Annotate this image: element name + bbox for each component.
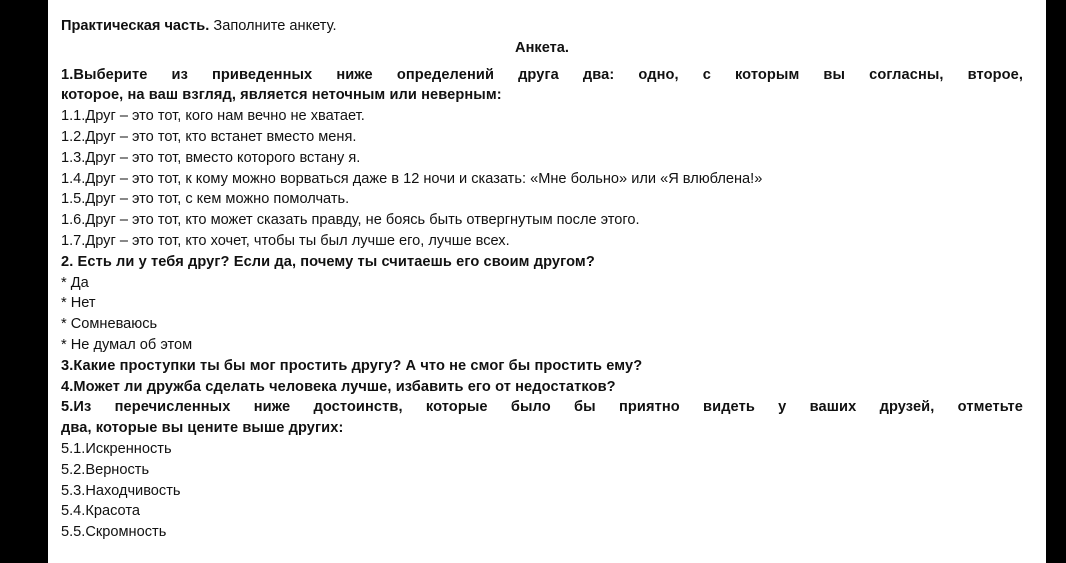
list-item: 1.5.Друг – это тот, с кем можно помолчать. [61,191,350,208]
question-5-text-line-1: 5.Из перечисленных ниже достоинств, которые было бы приятно видеть у ваших друзей, отметьте [61,399,1023,416]
question-5-items [61,439,1023,543]
list-item: 5.1.Искренность [61,440,172,457]
section-header-rest: Заполните анкету. [209,18,337,34]
list-item: 1.1.Друг – это тот, кого нам вечно не хватает. [61,108,365,125]
list-item: * Сомневаюсь [61,316,158,333]
section-header-bold: Практическая часть. [61,18,210,34]
question-1-text-line-2: которое, на ваш взгляд, является неточным или неверным: [61,87,502,104]
question-5 [61,397,1023,543]
list-item: * Не думал об этом [61,336,193,353]
list-item: * Да [61,274,89,291]
question-2 [61,252,1023,356]
question-1-items [61,106,1023,252]
list-item: 5.3.Находчивость [61,482,181,499]
list-item: 1.4.Друг – это тот, к кому можно ворваться даже в 12 ночи и сказать: «Мне больно» или «Я влюблена!» [61,170,763,187]
document-page [48,0,1046,563]
questionnaire-title: Анкета. [515,39,569,56]
list-item: 5.5.Скромность [61,524,167,541]
question-3-text: 3.Какие проступки ты бы мог простить другу? А что не смог бы простить ему? [61,357,643,374]
list-item: 1.6.Друг – это тот, кто может сказать правду, не боясь быть отвергнутым после этого. [61,212,640,229]
question-5-text-line-2: два, которые вы цените выше других: [61,420,344,437]
list-item: 1.7.Друг – это тот, кто хочет, чтобы ты был лучше его, лучше всех. [61,232,510,249]
question-4-text: 4.Может ли дружба сделать человека лучше, избавить его от недостатков? [61,378,616,395]
list-item: * Нет [61,295,96,312]
section-header [61,16,1023,37]
list-item: 5.4.Красота [61,503,140,520]
list-item: 5.2.Верность [61,461,150,478]
question-2-text: 2. Есть ли у тебя друг? Если да, почему ты считаешь его своим другом? [61,253,595,270]
list-item: 1.3.Друг – это тот, вместо которого встану я. [61,149,361,166]
list-item: 1.2.Друг – это тот, кто встанет вместо меня. [61,128,357,145]
document-content [61,16,1023,543]
question-1 [61,65,1023,252]
question-2-options [61,273,1023,356]
question-1-text-line-1: 1.Выберите из приведенных ниже определений друга два: одно, с которым вы согласны, второе, [61,66,1023,83]
